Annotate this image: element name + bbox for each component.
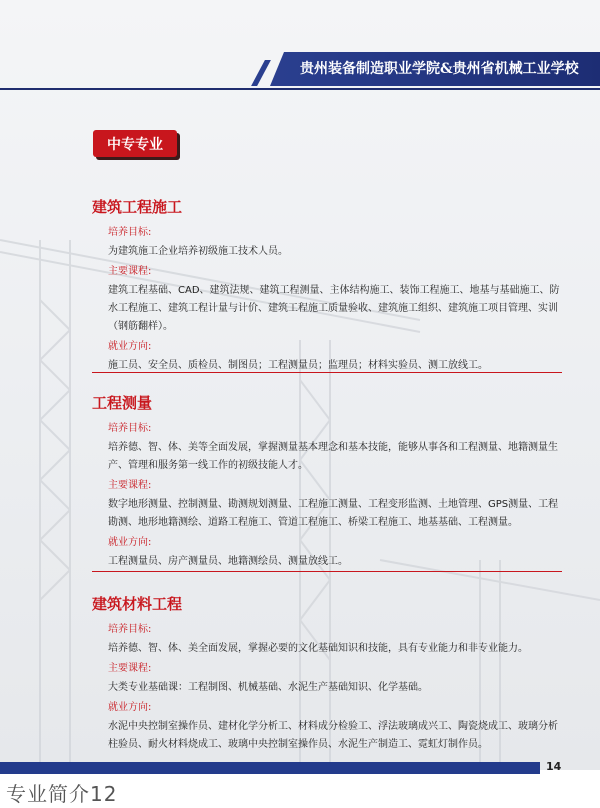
career-label: 就业方向: bbox=[108, 702, 152, 713]
program-title: 建筑材料工程 bbox=[92, 595, 183, 613]
program-title: 建筑工程施工 bbox=[92, 198, 183, 216]
footer-caption: 专业简介12 bbox=[6, 782, 118, 806]
goal-label: 培养目标: bbox=[108, 423, 152, 434]
page-number-bar-fill bbox=[0, 762, 540, 774]
goal-label: 培养目标: bbox=[108, 624, 152, 635]
page-number-bar bbox=[0, 762, 600, 774]
program-section-construction bbox=[92, 196, 562, 375]
courses-text: 数字地形测量、控制测量、勘测规划测量、工程施工测量、工程变形监测、土地管理、GPS测量、工程勘测、地形地籍测绘、道路工程施工、管道工程施工、桥梁工程施工、地基基础、工程测量。 bbox=[108, 499, 559, 528]
courses-text: 大类专业基础课：工程制图、机械基础、水泥生产基础知识、化学基础。 bbox=[108, 682, 428, 693]
courses-text: 建筑工程基础、CAD、建筑法规、建筑工程测量、主体结构施工、装饰工程施工、地基与基础施工、防水工程施工、建筑工程计量与计价、建筑工程施工质量验收、建筑施工组织、建筑施工项目管理、实训（钢筋翻样）。 bbox=[108, 285, 560, 332]
header-title: 贵州装备制造职业学院&贵州省机械工业学校 bbox=[300, 61, 579, 77]
program-section-surveying bbox=[92, 392, 562, 571]
career-text: 工程测量员、房产测量员、地籍测绘员、测量放线工。 bbox=[108, 556, 348, 567]
goal-text: 培养德、智、体、美等全面发展，掌握测量基本理念和基本技能，能够从事各和工程测量、地籍测量生产、管理和服务第一线工作的初级技能人才。 bbox=[108, 442, 558, 471]
section-divider bbox=[92, 372, 562, 373]
career-label: 就业方向: bbox=[108, 537, 152, 548]
section-tag: 中专专业 bbox=[93, 130, 177, 157]
goal-text: 培养德、智、体、美全面发展，掌握必要的文化基础知识和技能，具有专业能力和非专业能力。 bbox=[108, 643, 528, 654]
page-number: 14 bbox=[546, 760, 562, 773]
header-rule bbox=[0, 88, 600, 90]
courses-label: 主要课程: bbox=[108, 663, 152, 674]
career-text: 水泥中央控制室操作员、建材化学分析工、材料成分检验工、浮法玻璃成兴工、陶瓷烧成工、玻璃分析柱验员、耐火材料烧成工、玻璃中央控制室操作员、水泥生产制造工、霓虹灯制作员。 bbox=[108, 721, 558, 750]
program-section-materials bbox=[92, 593, 562, 754]
program-title: 工程测量 bbox=[92, 394, 153, 412]
courses-label: 主要课程: bbox=[108, 266, 152, 277]
career-label: 就业方向: bbox=[108, 341, 152, 352]
goal-label: 培养目标: bbox=[108, 227, 152, 238]
goal-text: 为建筑施工企业培养初级施工技术人员。 bbox=[108, 246, 288, 257]
career-text: 施工员、安全员、质检员、制图员；工程测量员；监理员；材料实验员、测工放线工。 bbox=[108, 360, 488, 371]
section-divider bbox=[92, 571, 562, 572]
courses-label: 主要课程: bbox=[108, 480, 152, 491]
